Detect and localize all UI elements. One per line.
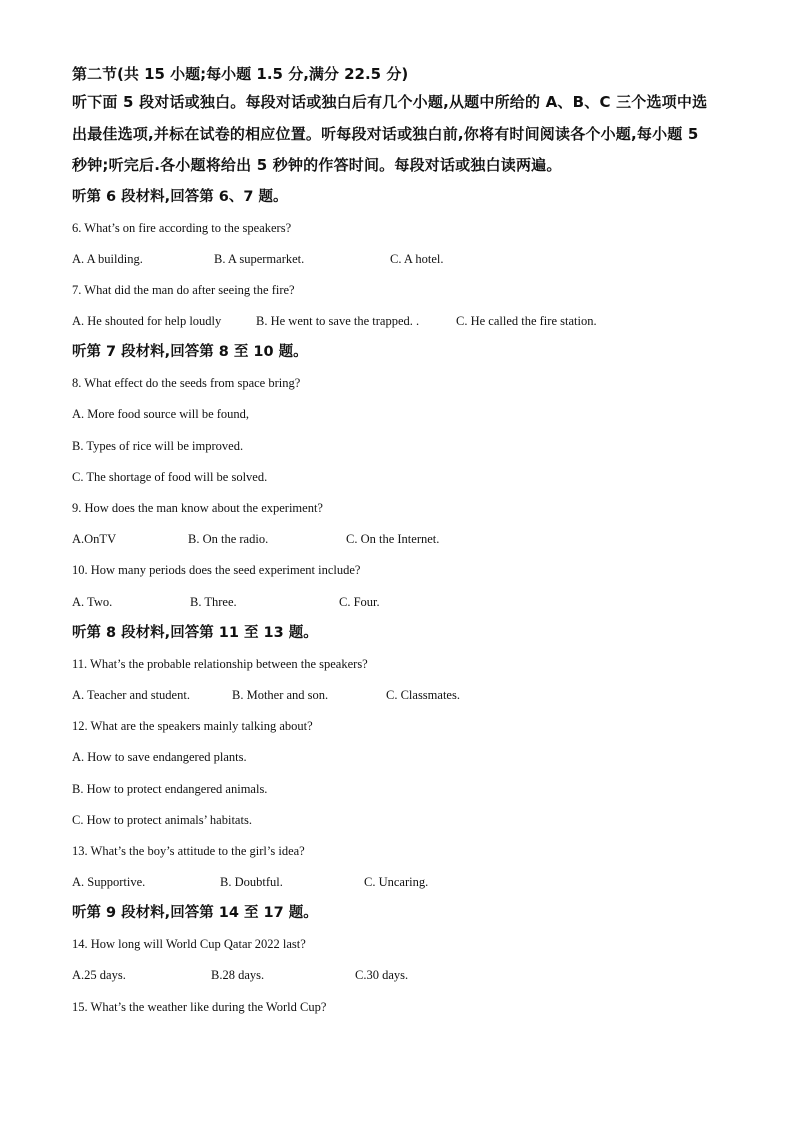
part-title: 听第 6 段材料,回答第 6、7 题。 <box>72 188 288 205</box>
option-b: B. Three. <box>190 594 237 609</box>
question-stem: 14. How long will World Cup Qatar 2022 last? <box>72 937 306 952</box>
question-stem: 12. What are the speakers mainly talking about? <box>72 719 313 734</box>
options-row <box>72 244 732 275</box>
option-c: C. How to protect animals’ habitats. <box>72 812 252 827</box>
option-a: A.OnTV <box>72 532 117 547</box>
option-c: C. The shortage of food will be solved. <box>72 469 268 484</box>
exam-page <box>72 64 732 1023</box>
option-b: B.28 days. <box>211 968 265 983</box>
option-a: A. Teacher and student. <box>72 687 190 702</box>
option-b: B. Doubtful. <box>220 875 283 890</box>
option-c: C. On the Internet. <box>346 532 440 547</box>
option-c: C. Classmates. <box>386 687 460 702</box>
options-row <box>72 587 732 618</box>
option-b: B. He went to save the trapped. . <box>256 314 420 329</box>
option-c: C. He called the fire station. <box>456 314 597 329</box>
instruction-line: 秒钟;听完后.各小题将给出 5 秒钟的作答时间。每段对话或独白读两遍。 <box>72 156 562 174</box>
option-b: B. How to protect endangered animals. <box>72 781 268 796</box>
question-stem: 15. What’s the weather like during the World Cup? <box>72 999 327 1014</box>
instruction-line: 听下面 5 段对话或独白。每段对话或独白后有几个小题,从题中所给的 A、B、C 三个选项中选 <box>72 93 708 111</box>
question-stem: 8. What effect do the seeds from space bring? <box>72 376 301 391</box>
question-stem: 13. What’s the boy’s attitude to the girl’s idea? <box>72 843 305 858</box>
question-stem: 6. What’s on fire according to the speakers? <box>72 220 292 235</box>
question-stem: 7. What did the man do after seeing the fire? <box>72 282 295 297</box>
section-heading: 第二节(共 15 小题;每小题 1.5 分,满分 22.5 分) <box>72 65 409 83</box>
option-b: B. Mother and son. <box>232 687 329 702</box>
option-a: A. Two. <box>72 594 113 609</box>
option-a: A. A building. <box>72 251 143 266</box>
option-b: B. On the radio. <box>188 532 269 547</box>
options-row <box>72 960 732 991</box>
option-c: C. A hotel. <box>390 251 444 266</box>
part-title: 听第 8 段材料,回答第 11 至 13 题。 <box>72 624 318 641</box>
options-row <box>72 867 732 898</box>
options-row <box>72 306 732 337</box>
question-stem: 10. How many periods does the seed experiment include? <box>72 563 361 578</box>
option-c: C. Four. <box>339 594 380 609</box>
part-title: 听第 9 段材料,回答第 14 至 17 题。 <box>72 905 318 922</box>
option-c: C. Uncaring. <box>364 875 429 890</box>
options-row <box>72 524 732 555</box>
option-a: A. More food source will be found, <box>72 407 250 422</box>
instruction-line: 出最佳选项,并标在试卷的相应位置。听每段对话或独白前,你将有时间阅读各个小题,每小题 5 <box>72 124 699 143</box>
options-row <box>72 680 732 711</box>
question-stem: 11. What’s the probable relationship between the speakers? <box>72 656 368 671</box>
option-a: A. Supportive. <box>72 875 146 890</box>
option-b: B. Types of rice will be improved. <box>72 438 244 453</box>
part-title: 听第 7 段材料,回答第 8 至 10 题。 <box>72 344 308 361</box>
option-c: C.30 days. <box>355 968 409 983</box>
option-b: B. A supermarket. <box>214 251 305 266</box>
option-a: A. How to save endangered plants. <box>72 750 247 765</box>
option-a: A.25 days. <box>72 968 126 983</box>
section-instructions <box>72 87 732 182</box>
option-a: A. He shouted for help loudly <box>72 314 222 329</box>
question-stem: 9. How does the man know about the experiment? <box>72 501 323 515</box>
